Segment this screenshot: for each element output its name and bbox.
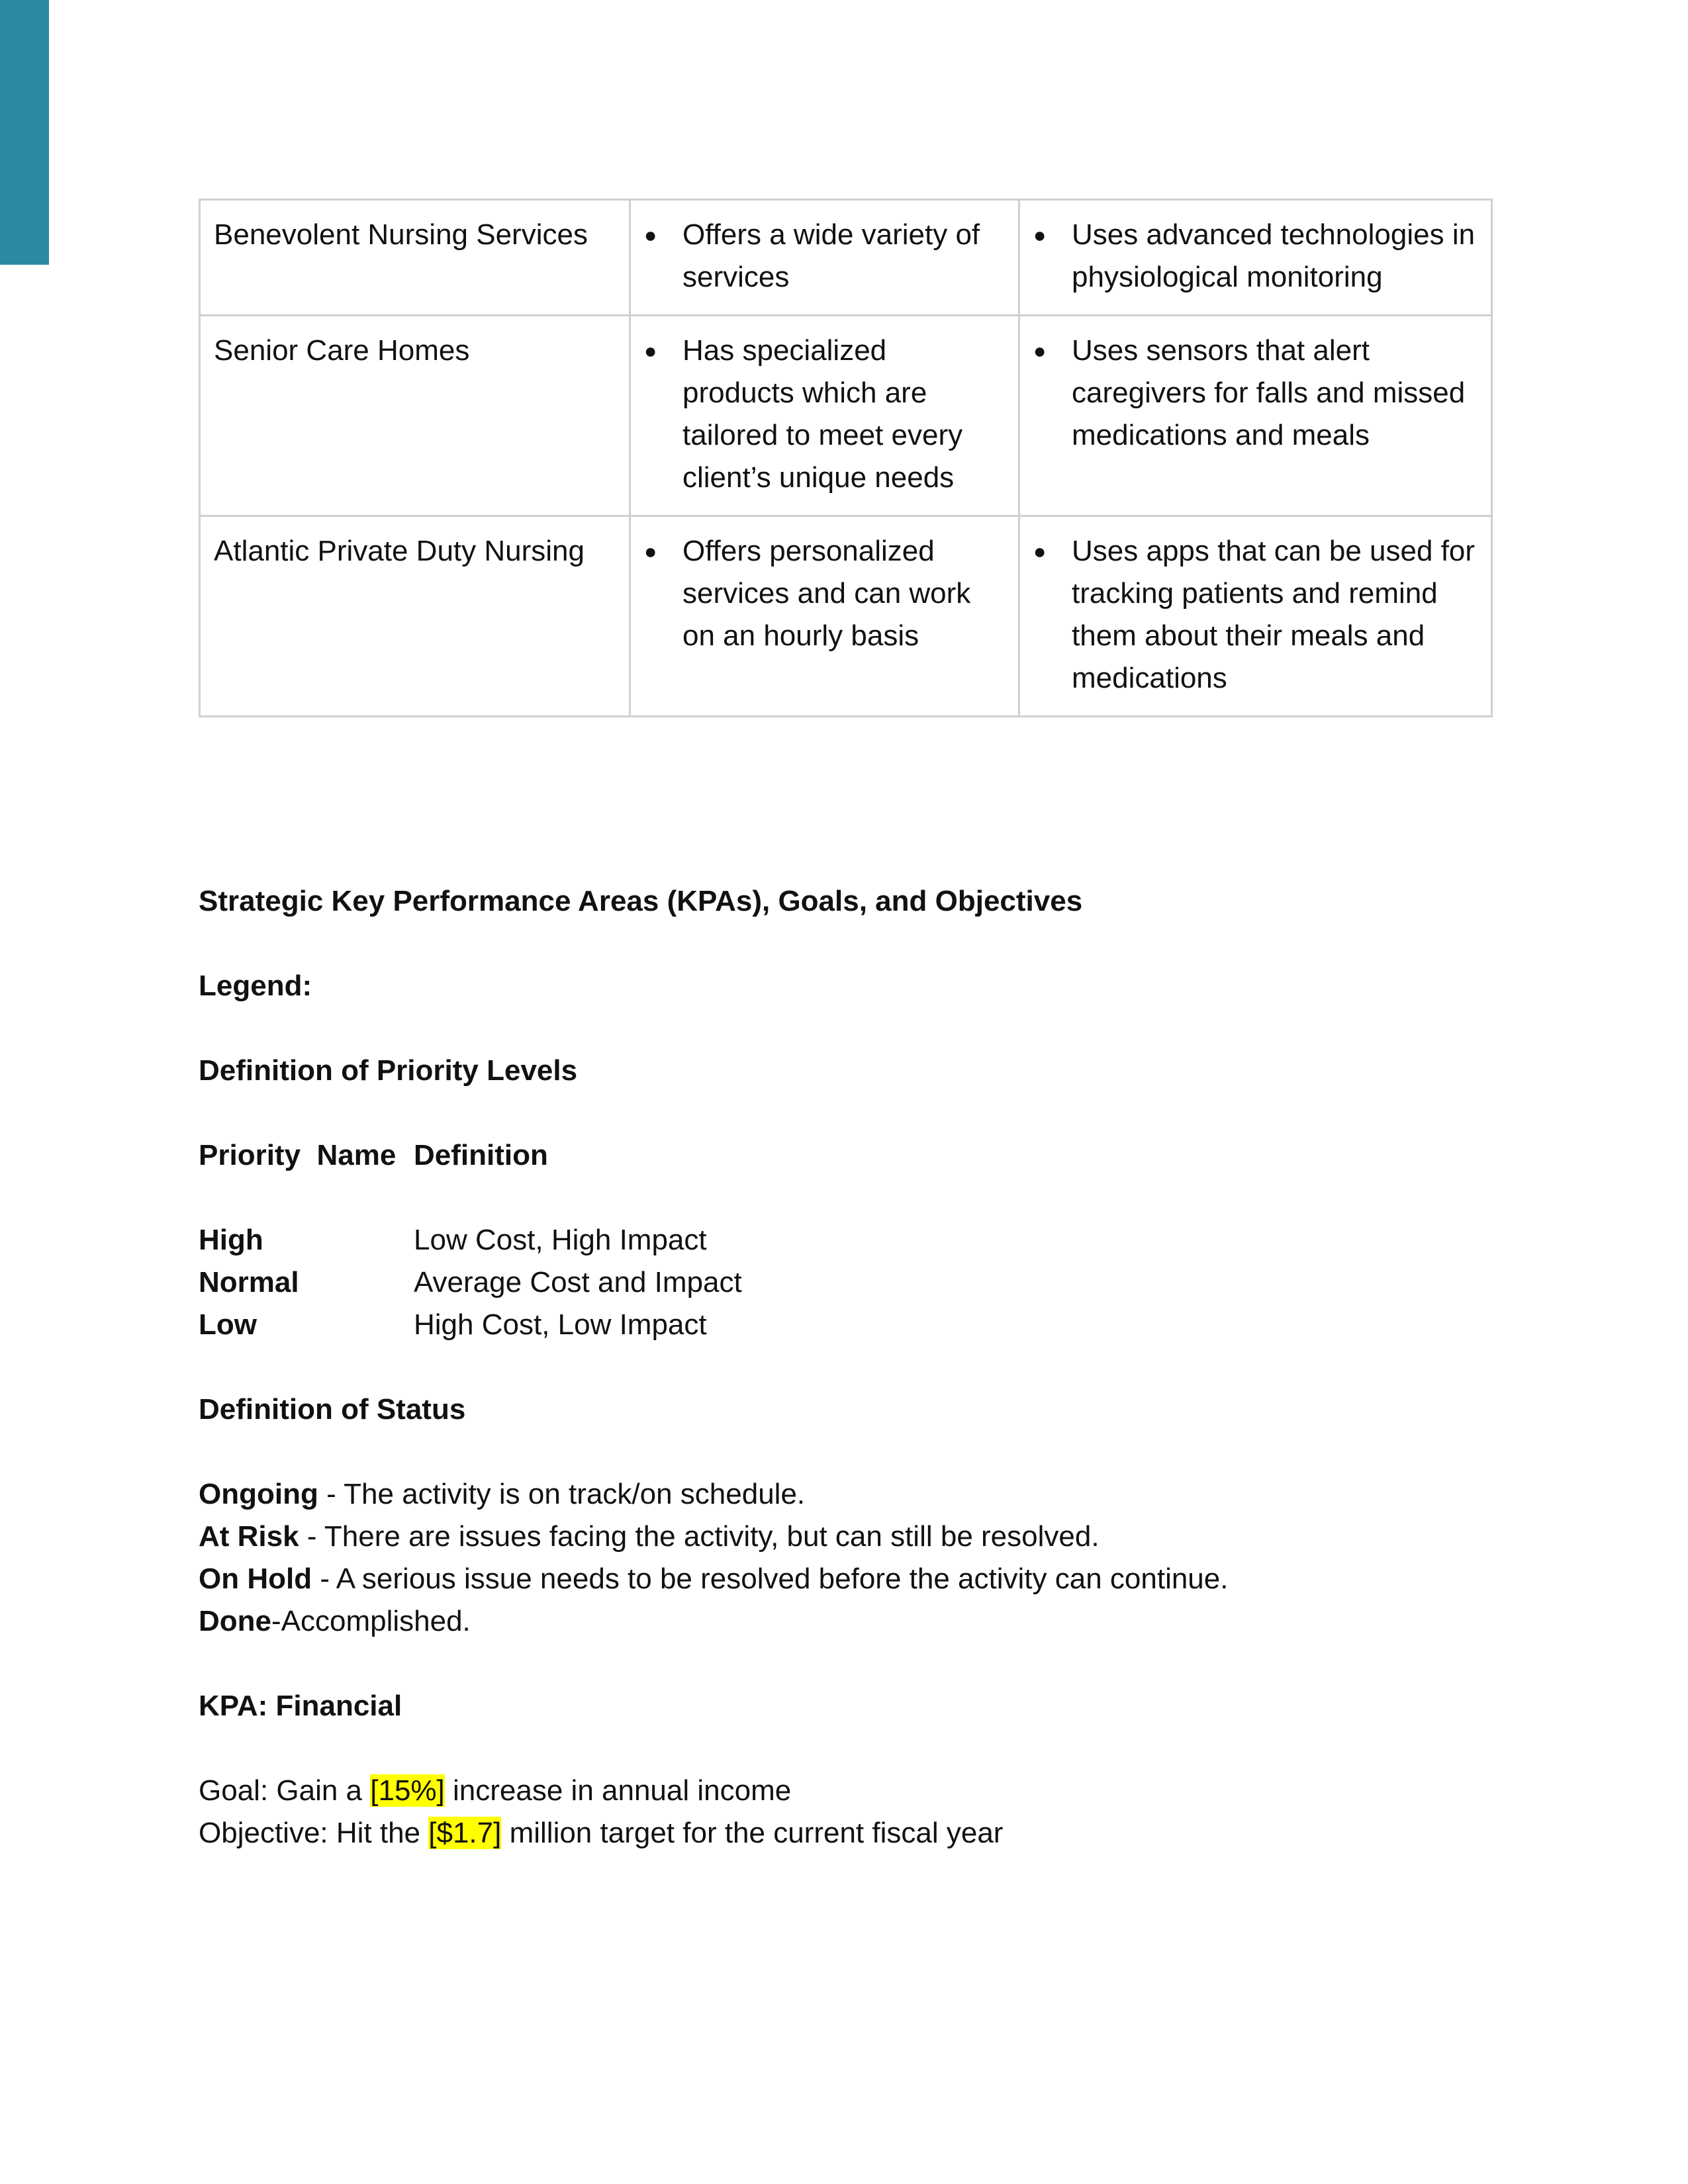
section-title: Strategic Key Performance Areas (KPAs), Goals, and Objectives xyxy=(199,885,1083,917)
table-row xyxy=(200,516,1492,717)
kpa-goal xyxy=(199,1770,1523,1812)
objective-highlight: [$1.7] xyxy=(428,1817,502,1849)
objective-prefix: Objective: Hit the xyxy=(199,1817,429,1849)
side-accent-bar xyxy=(0,0,49,265)
competitor-strength-cell xyxy=(630,516,1019,717)
competitor-strength-cell xyxy=(630,316,1019,516)
competitor-technology-cell xyxy=(1019,200,1492,316)
priority-name: Low xyxy=(199,1308,257,1341)
bullet-icon: ● xyxy=(644,339,657,363)
bullet-icon: ● xyxy=(1033,539,1047,563)
status-text: There are issues facing the activity, but can still be resolved. xyxy=(324,1520,1100,1553)
status-text: Accomplished. xyxy=(281,1605,471,1637)
competitor-strength-cell xyxy=(630,200,1019,316)
priority-definition-header: Definition xyxy=(414,1139,548,1171)
competitor-strength: Offers personalized services and can work on an hourly basis xyxy=(682,535,971,652)
status-separator: - xyxy=(299,1520,324,1553)
status-name: At Risk xyxy=(199,1520,299,1553)
status-separator: - xyxy=(318,1478,344,1510)
objective-suffix: million target for the current fiscal year xyxy=(501,1817,1004,1849)
goal-suffix: increase in annual income xyxy=(444,1774,792,1807)
competitor-name: Atlantic Private Duty Nursing xyxy=(200,516,630,717)
status-row xyxy=(199,1516,1523,1558)
status-separator: - xyxy=(312,1563,336,1595)
competitor-technology: Uses sensors that alert caregivers for falls and missed medications and meals xyxy=(1072,334,1466,451)
goal-highlight: [15%] xyxy=(370,1774,445,1807)
competitor-strength: Has specialized products which are tailored to meet every client’s unique needs xyxy=(682,334,963,494)
goal-prefix: Goal: Gain a xyxy=(199,1774,371,1807)
priority-title: Definition of Priority Levels xyxy=(199,1054,578,1087)
table-row xyxy=(200,316,1492,516)
kpa-objective xyxy=(199,1812,1523,1854)
status-name: Ongoing xyxy=(199,1478,318,1510)
priority-row xyxy=(199,1261,1523,1304)
table-row xyxy=(200,200,1492,316)
priority-name: Normal xyxy=(199,1266,299,1298)
status-row xyxy=(199,1473,1523,1516)
competitor-technology-cell xyxy=(1019,516,1492,717)
priority-row xyxy=(199,1219,1523,1261)
priority-header xyxy=(199,1134,1523,1177)
kpa-title: KPA: Financial xyxy=(199,1690,402,1722)
status-row xyxy=(199,1600,1523,1643)
document-body xyxy=(199,880,1523,1854)
priority-definition: Low Cost, High Impact xyxy=(414,1224,707,1256)
status-row xyxy=(199,1558,1523,1600)
status-separator: - xyxy=(271,1605,281,1637)
status-title: Definition of Status xyxy=(199,1393,466,1426)
priority-definition: Average Cost and Impact xyxy=(414,1266,742,1298)
competitor-name: Benevolent Nursing Services xyxy=(200,200,630,316)
bullet-icon: ● xyxy=(1033,223,1047,247)
priority-name-header: Priority Name xyxy=(199,1139,397,1171)
status-text: The activity is on track/on schedule. xyxy=(344,1478,806,1510)
competitor-technology-cell xyxy=(1019,316,1492,516)
status-text: A serious issue needs to be resolved before the activity can continue. xyxy=(336,1563,1229,1595)
status-name: Done xyxy=(199,1605,271,1637)
bullet-icon: ● xyxy=(644,539,657,563)
status-name: On Hold xyxy=(199,1563,312,1595)
competitor-name: Senior Care Homes xyxy=(200,316,630,516)
legend-label: Legend: xyxy=(199,970,312,1002)
competitor-table xyxy=(199,199,1493,717)
competitor-strength: Offers a wide variety of services xyxy=(682,218,980,293)
priority-row xyxy=(199,1304,1523,1346)
competitor-technology: Uses advanced technologies in physiological monitoring xyxy=(1072,218,1476,293)
bullet-icon: ● xyxy=(644,223,657,247)
priority-definition: High Cost, Low Impact xyxy=(414,1308,707,1341)
competitor-technology: Uses apps that can be used for tracking patients and remind them about their meals and medications xyxy=(1072,535,1476,694)
priority-name: High xyxy=(199,1224,263,1256)
bullet-icon: ● xyxy=(1033,339,1047,363)
